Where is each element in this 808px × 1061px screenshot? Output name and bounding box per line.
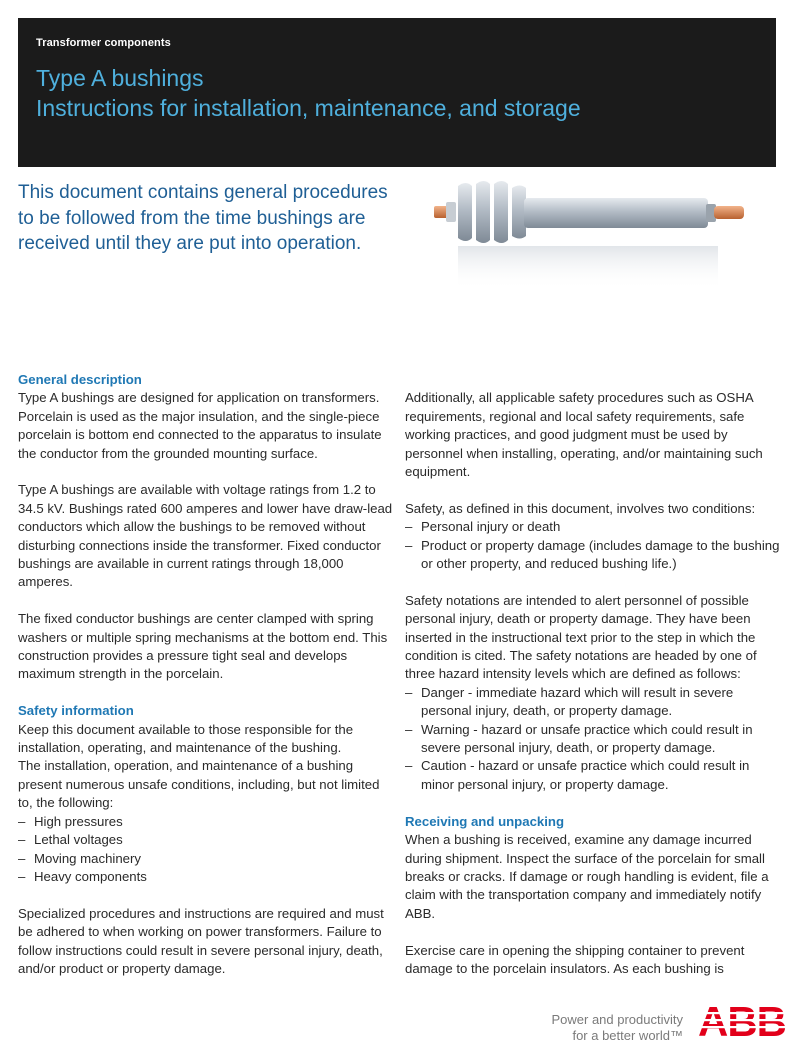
heading-receiving-unpacking: Receiving and unpacking	[405, 813, 565, 829]
receiving-paragraph-2: Exercise care in opening the shipping container to prevent damage to the porcelain insulators. As each bushing is	[405, 942, 745, 976]
safety-paragraph-1: Keep this document available to those responsible for the installation, operating, and maintenance of the bushing.	[18, 721, 354, 756]
right-paragraph-3: Safety notations are intended to alert personnel of possible personal injury, death or property damage. They have been inserted in the instructional text prior to the step in which the condition is cited. The safety notations are headed by one of three hazard intensity levels which are defined as follows:	[405, 592, 757, 682]
list-item: – Product or property damage (includes damage to the bushing or other property, and reduced bushing life.)	[405, 537, 780, 572]
list-item: – Personal injury or death	[405, 519, 561, 535]
general-paragraph-3: The fixed conductor bushings are center clamped with spring washers or multiple spring mechanisms at the bottom end. This construction provides a pressure tight seal and develops maximum strength in the porcelain.	[18, 611, 388, 682]
title-line-2: Instructions for installation, maintenance, and storage	[36, 95, 581, 121]
receiving-paragraph-1: When a bushing is received, examine any damage incurred during shipment. Inspect the surface of the porcelain for small breaks or cracks. If damage or rough handling is evident, file a claim with the transportation company and immediately notify ABB.	[405, 832, 769, 921]
list-item: – Warning - hazard or unsafe practice which could result in severe personal injury, death, or property damage.	[405, 721, 753, 756]
heading-safety-information: Safety information	[18, 703, 134, 719]
document-category: Transformer components	[36, 37, 171, 49]
list-item: – Caution - hazard or unsafe practice which could result in minor personal injury, or property damage.	[405, 758, 750, 792]
right-paragraph-1: Additionally, all applicable safety procedures such as OSHA requirements, regional and local safety requirements, safe working practices, and good judgment must be used by personnel when installing, operating, and/or maintaining such equipment.	[405, 390, 763, 480]
list-item: – Moving machinery	[18, 850, 142, 866]
header-band	[18, 18, 776, 167]
tagline-line-1: Power and productivity	[551, 1012, 683, 1027]
heading-general-description: General description	[18, 372, 142, 387]
list-item: – Danger - immediate hazard which will result in severe personal injury, death, or property damage.	[405, 684, 734, 719]
hazard-list	[18, 813, 393, 887]
tagline-line-2: for a better world™	[572, 1028, 683, 1043]
title-line-1: Type A bushings	[36, 65, 204, 91]
brand-tagline	[533, 1012, 683, 1044]
hazard-levels-list	[405, 684, 780, 794]
left-column	[18, 371, 393, 978]
general-paragraph-1: Type A bushings are designed for application on transformers. Porcelain is used as the major insulation, and the single-piece porcelain is bottom end connected to the apparatus to insulate the conductor from the grounded mounting surface.	[18, 390, 382, 461]
condition-list	[405, 518, 780, 573]
list-item: – High pressures	[18, 813, 123, 829]
safety-paragraph-3: Specialized procedures and instructions are required and must be adhered to when working on power transformers. Failure to follow instructions could result in severe personal injury, death, and/or product or property damage.	[18, 905, 384, 976]
abb-logo	[696, 998, 788, 1042]
safety-paragraph-2: The installation, operation, and maintenance of a bushing present numerous unsafe conditions, including, but not limited to, the following:	[18, 758, 380, 811]
right-column	[405, 371, 780, 978]
document-title	[36, 63, 581, 123]
list-item: – Heavy components	[18, 868, 147, 884]
right-paragraph-2: Safety, as defined in this document, involves two conditions:	[405, 500, 756, 516]
intro-text: This document contains general procedures to be followed from the time bushings are received until they are put into operation.	[18, 182, 388, 254]
bushing-product-image	[430, 180, 770, 300]
list-item: – Lethal voltages	[18, 832, 123, 848]
general-paragraph-2: Type A bushings are available with voltage ratings from 1.2 to 34.5 kV. Bushings rated 600 amperes and lower have draw-lead conductors which allow the bushings to be removed without disturbing connections inside the transformer. Fixed conductor bushings are available in current ratings through 18,000 amperes.	[18, 482, 393, 590]
